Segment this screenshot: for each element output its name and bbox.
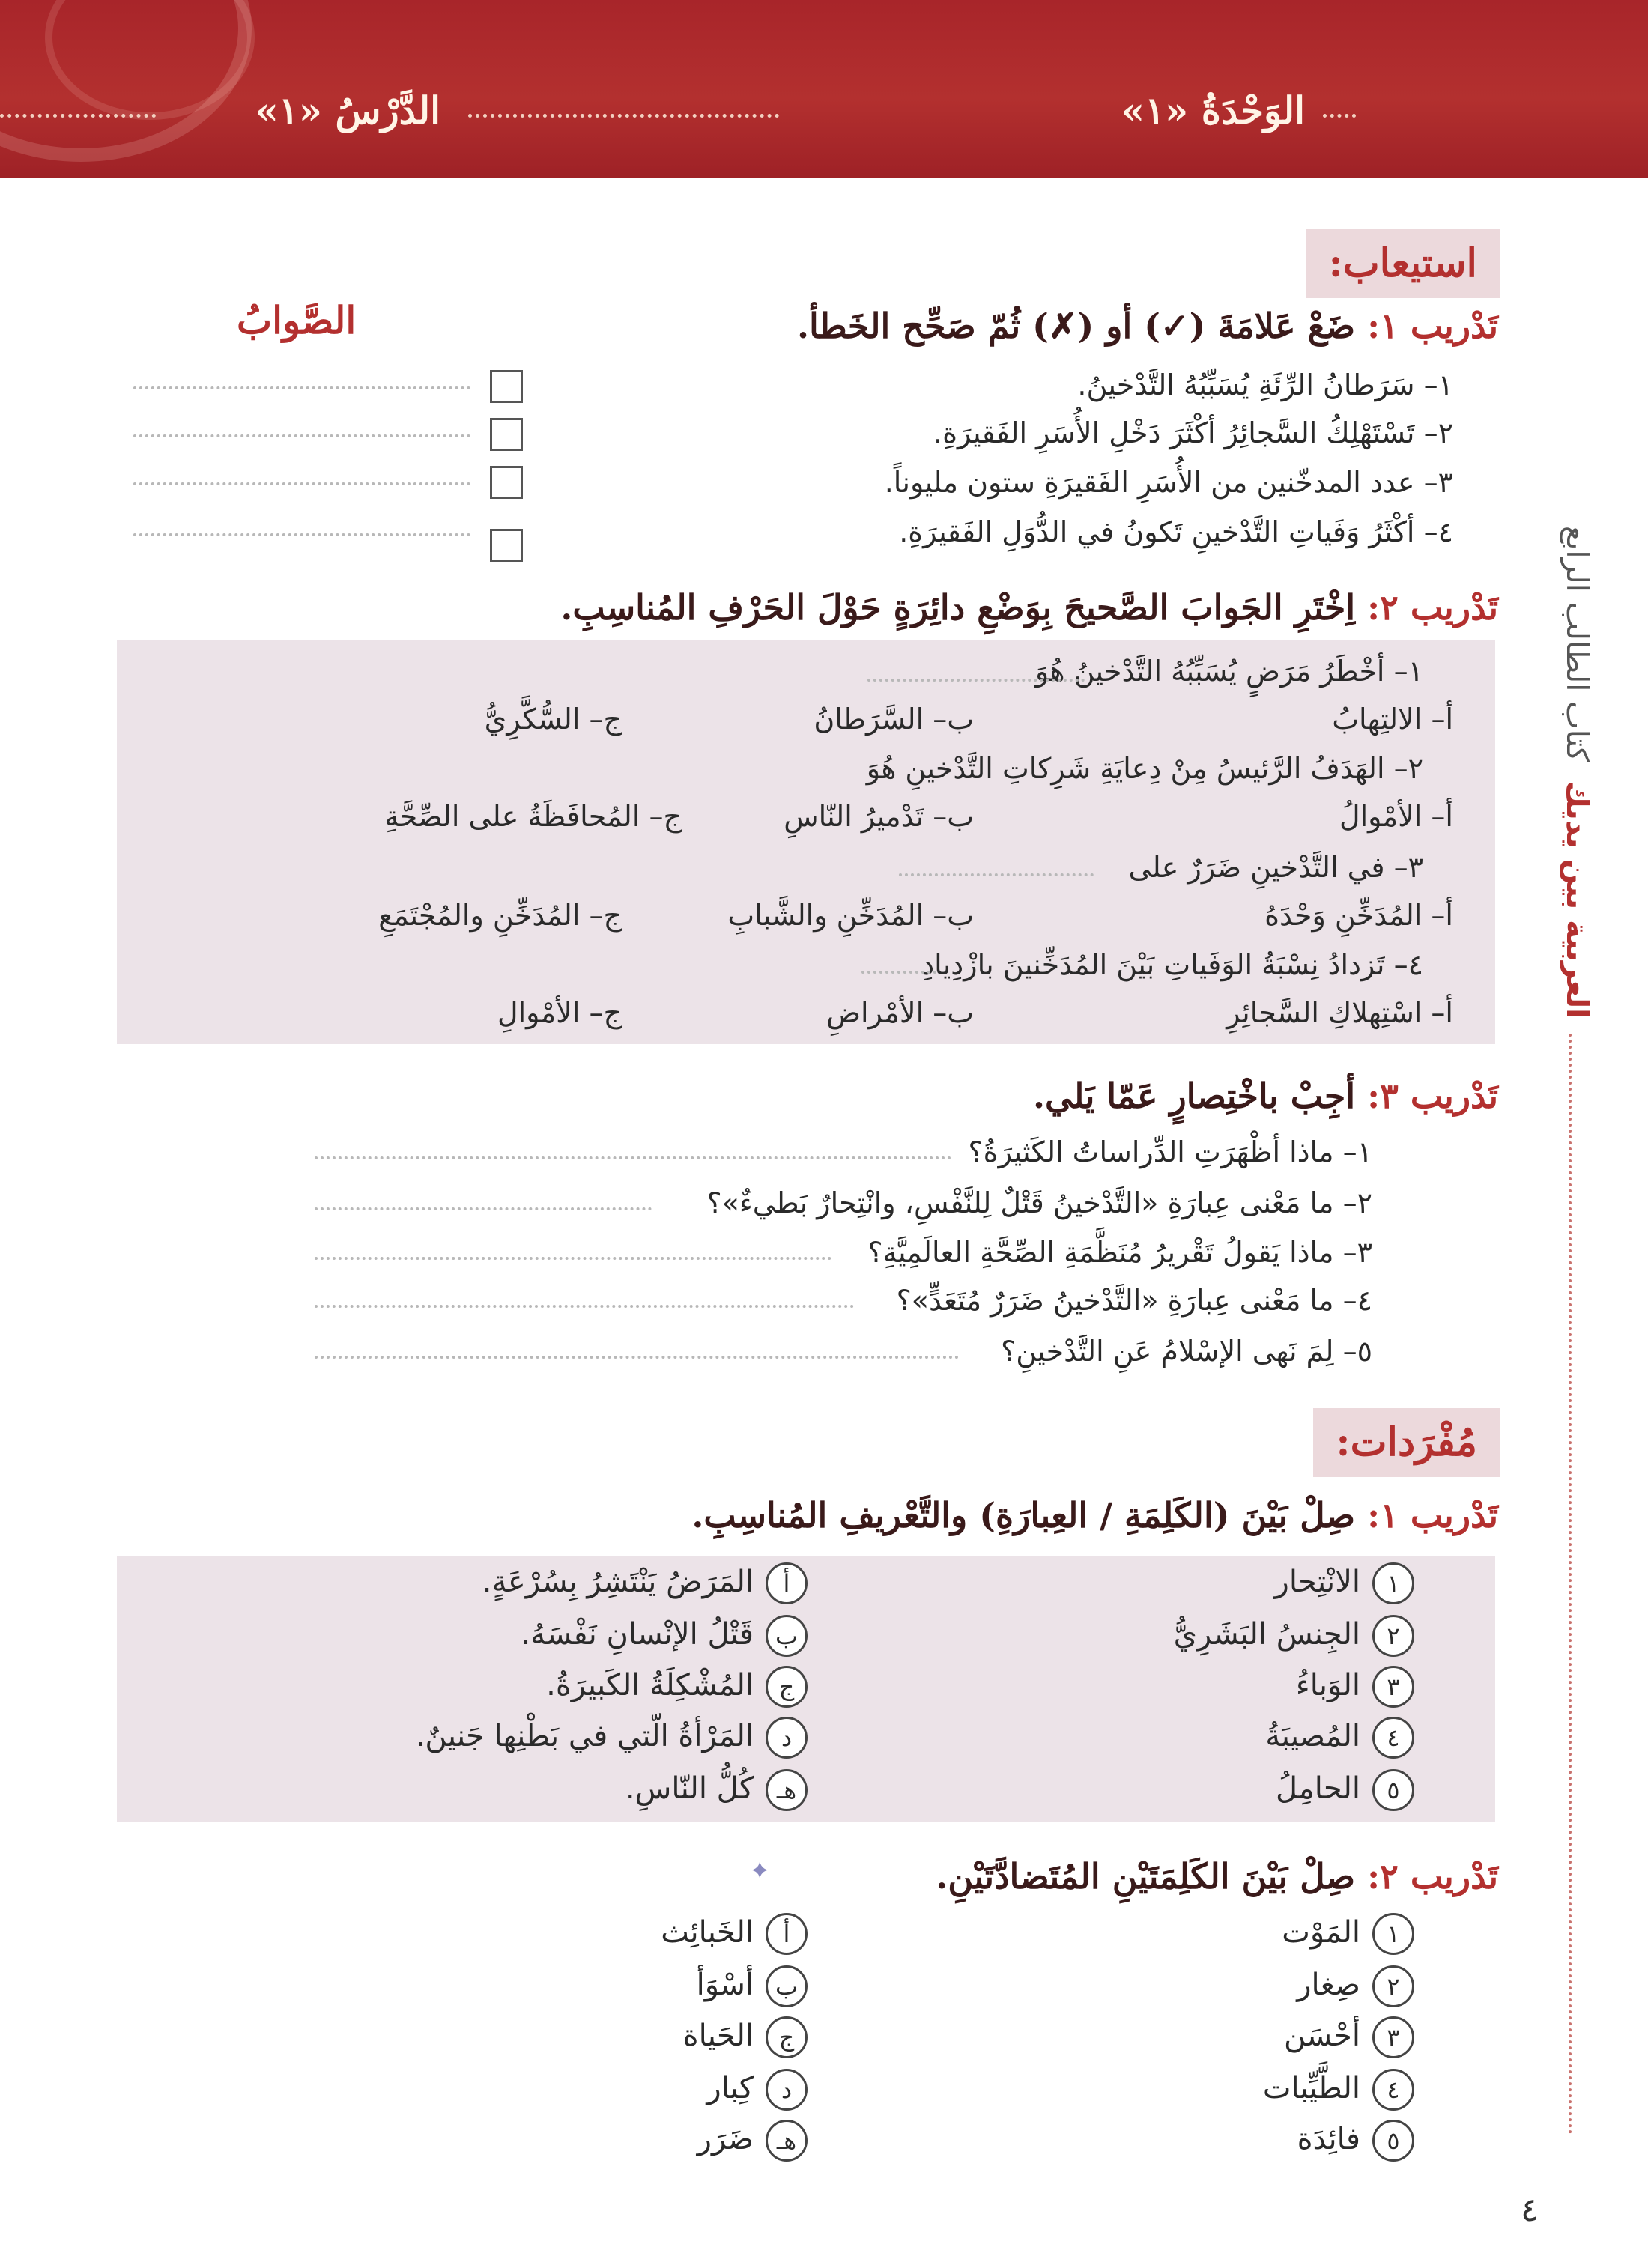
match-word-text: الانْتِحار — [1274, 1565, 1360, 1599]
antonym-option-text: الخَبائِث — [661, 1915, 754, 1950]
ex1-label: تَدْريب ١: — [1367, 306, 1498, 346]
match-definition[interactable] — [625, 1769, 808, 1811]
antonym-option[interactable] — [661, 1913, 808, 1955]
tf-statement: ٢– تَسْتَهْلِكُ السَّجائِرُ أكْثَرَ دَخْلِ الأُسَرِ الفَقيرَةِ. — [933, 416, 1453, 449]
number-badge: ٣ — [1372, 1666, 1414, 1708]
mcq-question: ٤– تَزدادُ نِسْبَةُ الوَفَياتِ بَيْنَ المُدَخِّنينَ بازْدِيادِ — [921, 948, 1423, 981]
mcq-option-c[interactable]: ج– السُّكَّرِيُّ — [484, 703, 622, 736]
letter-badge: ب — [766, 1965, 808, 2007]
mcq-option-c[interactable]: ج– المُدَخِّنِ والمُجْتَمَعِ — [378, 899, 622, 932]
tf-checkbox[interactable] — [490, 466, 523, 499]
match-word[interactable] — [1296, 1666, 1414, 1708]
answer-line[interactable] — [315, 1207, 652, 1210]
ex1-instruction: ضَعْ عَلامَةَ (✓) أو (✗) ثُمّ صَحِّح الخَطأ. — [797, 306, 1356, 346]
tf-statement: ١– سَرَطانُ الرِّئَةِ يُسَبِّبُهُ التَّدْخينُ. — [1077, 369, 1453, 401]
correction-line[interactable] — [133, 533, 470, 536]
vocabulary-heading: مُفْرَدات: — [1313, 1408, 1500, 1477]
book-title: العربية بين يديك — [1560, 780, 1594, 1019]
number-badge: ٥ — [1372, 1769, 1414, 1811]
match-definition-text: كُلُّ النّاسِ. — [625, 1771, 754, 1806]
ex2-title — [560, 587, 1498, 628]
number-badge: ٤ — [1372, 2069, 1414, 2111]
antonym-option-text: ضَرَر — [697, 2122, 754, 2156]
answer-line[interactable] — [315, 1156, 951, 1159]
antonym-option[interactable] — [697, 1965, 808, 2007]
antonym-option-text: أسْوَأ — [696, 1968, 754, 2002]
tf-statement: ٣– عدد المدخّنين من الأُسَرِ الفَقيرَةِ ستون مليوناً. — [884, 466, 1453, 499]
mcq-option-a[interactable]: أ– اسْتِهلاكِ السَّجائِرِ — [1226, 996, 1453, 1029]
vocab-ex1-title — [691, 1495, 1498, 1535]
tf-checkbox[interactable] — [490, 529, 523, 562]
antonym-word-text: أحْسَن — [1284, 2019, 1360, 2053]
antonym-option-text: كِبار — [706, 2071, 754, 2105]
side-dotted-rule — [1569, 1034, 1572, 2135]
number-badge: ١ — [1372, 1913, 1414, 1955]
antonym-word[interactable] — [1297, 1965, 1414, 2007]
vocab-ex1-label: تَدْريب ١: — [1367, 1495, 1498, 1535]
letter-badge: ج — [766, 1666, 808, 1708]
antonym-option[interactable] — [683, 2016, 808, 2058]
header-dots — [468, 114, 779, 118]
antonym-option[interactable] — [697, 2120, 808, 2162]
match-word-text: المُصيبَةُ — [1265, 1719, 1360, 1753]
match-word[interactable] — [1276, 1769, 1414, 1811]
letter-badge: أ — [766, 1913, 808, 1955]
ex3-label: تَدْريب ٣: — [1367, 1076, 1498, 1116]
letter-badge: ج — [766, 2016, 808, 2058]
antonym-word-text: الطَّيِّبات — [1262, 2071, 1360, 2105]
correction-line[interactable] — [133, 482, 470, 485]
antonym-word[interactable] — [1263, 2069, 1414, 2111]
antonym-word-text: فائِدَة — [1297, 2122, 1360, 2156]
mcq-option-b[interactable]: ب– الأمْراضِ — [826, 996, 974, 1029]
lesson-title: الدَّرْسُ «١» — [255, 88, 440, 133]
number-badge: ٤ — [1372, 1717, 1414, 1759]
question-item: ٣– ماذا يَقولُ تَقْريرُ مُنَظَّمَةِ الصِّحَّةِ العالَمِيَّةِ؟ — [867, 1236, 1372, 1269]
antonym-option-text: الحَياة — [682, 2019, 754, 2053]
ex2-instruction: اِخْتَرِ الجَوابَ الصَّحيحَ بِوَضْعِ دائِرَةٍ حَوْلَ الحَرْفِ المُناسِبِ. — [560, 587, 1356, 628]
blank-line — [899, 873, 1094, 876]
letter-badge: هـ — [766, 2120, 808, 2162]
mcq-panel — [117, 640, 1495, 1044]
letter-badge: ب — [766, 1615, 808, 1657]
antonym-word-text: المَوْت — [1282, 1915, 1360, 1950]
match-word[interactable] — [1265, 1717, 1414, 1759]
mcq-question: ٣– في التَّدْخينِ ضَرَرٌ على — [1128, 851, 1423, 884]
mcq-question: ١– أخْطَرُ مَرَضٍ يُسَبِّبُهُ التَّدْخينُ هُوَ — [1034, 655, 1423, 688]
tf-checkbox[interactable] — [490, 418, 523, 451]
antonym-word[interactable] — [1284, 2016, 1414, 2058]
page-number: ٤ — [1521, 2191, 1539, 2229]
question-item: ١– ماذا أظْهَرَتِ الدِّراساتُ الكَثيرَةُ؟ — [968, 1135, 1372, 1168]
answer-line[interactable] — [315, 1356, 959, 1359]
answer-line[interactable] — [315, 1257, 831, 1260]
correction-line[interactable] — [133, 386, 470, 389]
mcq-option-b[interactable]: ب– السَّرَطانُ — [814, 703, 974, 736]
mcq-option-a[interactable]: أ– المُدَخِّنِ وَحْدَهُ — [1264, 899, 1453, 932]
match-definition[interactable] — [416, 1717, 808, 1759]
mcq-option-a[interactable]: أ– الالتِهابُ — [1332, 703, 1453, 736]
header-dots — [0, 114, 156, 118]
question-item: ٤– ما مَعْنى عِبارَةِ «التَّدْخينُ ضَرَرٌ مُتَعَدٍّ»؟ — [896, 1284, 1372, 1317]
mcq-option-b[interactable]: ب– تَدْميرُ النّاسِ — [784, 800, 974, 833]
unit-title: الوَحْدَةُ «١» — [1121, 88, 1305, 133]
mcq-option-a[interactable]: أ– الأمْوالُ — [1339, 800, 1453, 833]
antonym-word[interactable] — [1297, 2120, 1414, 2162]
match-word-text: الجِنسُ البَشَرِيُّ — [1173, 1617, 1360, 1652]
number-badge: ٣ — [1372, 2016, 1414, 2058]
ex1-title — [797, 306, 1498, 346]
letter-badge: د — [766, 2069, 808, 2111]
ex3-instruction: أجِبْ باخْتِصارٍ عَمّا يَلي. — [1032, 1076, 1356, 1116]
match-definition-text: المَرَضُ يَنْتَشِرُ بِسُرْعَةٍ. — [482, 1565, 754, 1599]
letter-badge: أ — [766, 1562, 808, 1604]
sparkle-icon: ✦ — [749, 1856, 771, 1886]
blank-line — [861, 971, 936, 974]
match-word[interactable] — [1275, 1562, 1414, 1604]
question-item: ٢– ما مَعْنى عِبارَةِ «التَّدْخينُ قَتْلٌ لِلنَّفْسِ، وانْتِحارٌ بَطيءٌ»؟ — [706, 1186, 1372, 1219]
tf-checkbox[interactable] — [490, 370, 523, 403]
match-definition[interactable] — [546, 1666, 808, 1708]
antonym-word[interactable] — [1282, 1913, 1414, 1955]
vocab-ex1-instruction: صِلْ بَيْنَ (الكَلِمَةِ / العِبارَةِ) والتَّعْريفِ المُناسِبِ. — [691, 1495, 1356, 1535]
match-definition-text: قَتْلُ الإنْسانِ نَفْسَهُ. — [521, 1617, 754, 1652]
book-side-title — [1549, 526, 1594, 1019]
ex3-title — [1033, 1076, 1498, 1116]
mcq-option-c[interactable]: ج– الأمْوالِ — [497, 996, 622, 1029]
match-definition[interactable] — [482, 1562, 808, 1604]
number-badge: ٢ — [1372, 1965, 1414, 2007]
match-definition-text: المُشْكِلَةُ الكَبيرَةُ. — [546, 1668, 754, 1702]
vocab-ex2-label: تَدْريب ٢: — [1367, 1856, 1498, 1896]
match-word-text: الحامِلُ — [1275, 1771, 1360, 1806]
blank-line — [867, 679, 1085, 682]
match-word[interactable] — [1174, 1615, 1414, 1657]
page-header — [0, 0, 1648, 178]
tf-statement: ٤– أكْثَرُ وَفَياتِ التَّدْخينِ تَكونُ في الدُّوَلِ الفَقيرَةِ. — [899, 515, 1453, 548]
question-item: ٥– لِمَ نَهى الإسْلامُ عَنِ التَّدْخينِ؟ — [1001, 1335, 1372, 1368]
vocab-ex2-title — [936, 1856, 1498, 1896]
answer-line[interactable] — [315, 1305, 854, 1308]
letter-badge: د — [766, 1717, 808, 1759]
antonym-word-text: صِغار — [1297, 1968, 1360, 2002]
letter-badge: هـ — [766, 1769, 808, 1811]
vocab-ex2-instruction: صِلْ بَيْنَ الكَلِمَتَيْنِ المُتَضادَّتَيْنِ. — [936, 1856, 1356, 1896]
comprehension-heading: استيعاب: — [1306, 229, 1500, 298]
number-badge: ٢ — [1372, 1615, 1414, 1657]
correction-line[interactable] — [133, 434, 470, 437]
antonym-option[interactable] — [706, 2069, 808, 2111]
mcq-question: ٢– الهَدَفُ الرَّئيسُ مِنْ دِعايَةِ شَرِكاتِ التَّدْخينِ هُوَ — [866, 752, 1423, 785]
match-word-text: الوَباءُ — [1295, 1668, 1360, 1702]
number-badge: ١ — [1372, 1562, 1414, 1604]
mcq-option-b[interactable]: ب– المُدَخِّنِ والشَّبابِ — [727, 899, 974, 932]
match-definition[interactable] — [521, 1615, 808, 1657]
ex2-label: تَدْريب ٢: — [1367, 587, 1498, 628]
book-subtitle: كتاب الطالب الرابع — [1560, 526, 1594, 762]
answer-header: الصَّوابُ — [237, 298, 357, 342]
number-badge: ٥ — [1372, 2120, 1414, 2162]
match-definition-text: المَرْأةُ الّتي في بَطْنِها جَنينٌ. — [415, 1719, 754, 1753]
mcq-option-c[interactable]: ج– المُحافَظَةُ على الصِّحَّةِ — [384, 800, 682, 833]
header-dots — [1323, 114, 1356, 118]
